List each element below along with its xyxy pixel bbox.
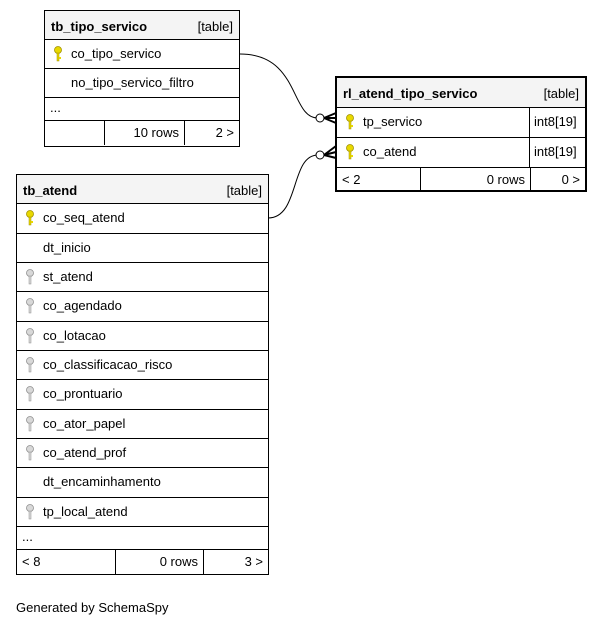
column-row[interactable] (17, 410, 268, 439)
table-kind: [table] (226, 183, 262, 198)
parents-count[interactable] (45, 121, 105, 145)
column-name: co_ator_papel (43, 416, 126, 431)
column-type: int8[19] (529, 138, 585, 167)
column-name: dt_inicio (43, 240, 91, 255)
generated-by-label: Generated by SchemaSpy (16, 600, 169, 615)
column-name: no_tipo_servico_filtro (71, 75, 194, 90)
table-kind: [table] (197, 19, 233, 34)
column-row[interactable] (337, 138, 585, 168)
foreign-key-icon (25, 298, 35, 314)
table-header (17, 175, 268, 204)
column-row[interactable] (17, 351, 268, 380)
foreign-key-icon (25, 269, 35, 285)
column-row[interactable] (17, 263, 268, 292)
column-row[interactable] (17, 234, 268, 263)
parents-count[interactable]: < 2 (337, 168, 421, 190)
primary-key-icon (345, 114, 355, 130)
table-header (337, 78, 585, 108)
column-row[interactable] (337, 108, 585, 138)
column-row[interactable] (17, 439, 268, 468)
table-name: tb_tipo_servico (51, 19, 148, 34)
table-name: rl_atend_tipo_servico (343, 86, 478, 101)
column-name: co_classificacao_risco (43, 357, 173, 372)
table-tb-atend[interactable] (16, 174, 269, 575)
column-name: co_agendado (43, 298, 122, 313)
table-rl-atend-tipo-servico[interactable] (335, 76, 587, 192)
column-name: co_atend_prof (43, 445, 127, 460)
column-row[interactable] (45, 40, 239, 69)
row-count: 0 rows (116, 550, 204, 574)
children-count[interactable]: 0 > (561, 172, 580, 187)
column-name: tp_local_atend (43, 504, 128, 519)
edge-atend (268, 155, 318, 218)
column-type: int8[19] (529, 108, 585, 137)
column-row[interactable] (17, 380, 268, 410)
more-columns-row (17, 527, 268, 550)
column-name: co_atend (363, 144, 417, 159)
primary-key-icon (345, 144, 355, 160)
column-name: co_seq_atend (43, 210, 125, 225)
parents-count[interactable]: < 8 (17, 550, 116, 574)
table-footer (337, 168, 585, 190)
foreign-key-icon (25, 386, 35, 402)
column-name: st_atend (43, 269, 93, 284)
foreign-key-icon (25, 328, 35, 344)
foreign-key-icon (25, 357, 35, 373)
column-name: dt_encaminhamento (43, 474, 161, 489)
table-tb-tipo-servico[interactable] (44, 10, 240, 147)
primary-key-icon (25, 210, 35, 226)
edge-tipo-servico (240, 54, 318, 118)
table-name: tb_atend (23, 183, 78, 198)
row-count: 0 rows (421, 168, 531, 190)
column-row[interactable] (17, 292, 268, 322)
table-footer (45, 121, 239, 145)
column-name: co_tipo_servico (71, 46, 162, 61)
edge-tipo-servico-end-circle (316, 114, 324, 122)
column-name: co_prontuario (43, 386, 123, 401)
foreign-key-icon (25, 504, 35, 520)
ellipsis: ... (50, 100, 61, 115)
foreign-key-icon (25, 445, 35, 461)
column-row[interactable] (17, 204, 268, 234)
table-footer (17, 550, 268, 574)
edge-atend-end-circle (316, 151, 324, 159)
table-kind: [table] (543, 86, 579, 101)
column-row[interactable] (45, 69, 239, 98)
primary-key-icon (53, 46, 63, 62)
column-name: tp_servico (363, 114, 423, 129)
column-row[interactable] (17, 322, 268, 351)
children-count[interactable]: 3 > (244, 554, 263, 569)
column-name: co_lotacao (43, 328, 106, 343)
ellipsis: ... (22, 529, 33, 544)
table-header (45, 11, 239, 40)
row-count: 10 rows (105, 121, 185, 145)
children-count[interactable]: 2 > (215, 125, 234, 140)
foreign-key-icon (25, 416, 35, 432)
more-columns-row (45, 98, 239, 121)
column-row[interactable] (17, 468, 268, 498)
column-row[interactable] (17, 498, 268, 527)
